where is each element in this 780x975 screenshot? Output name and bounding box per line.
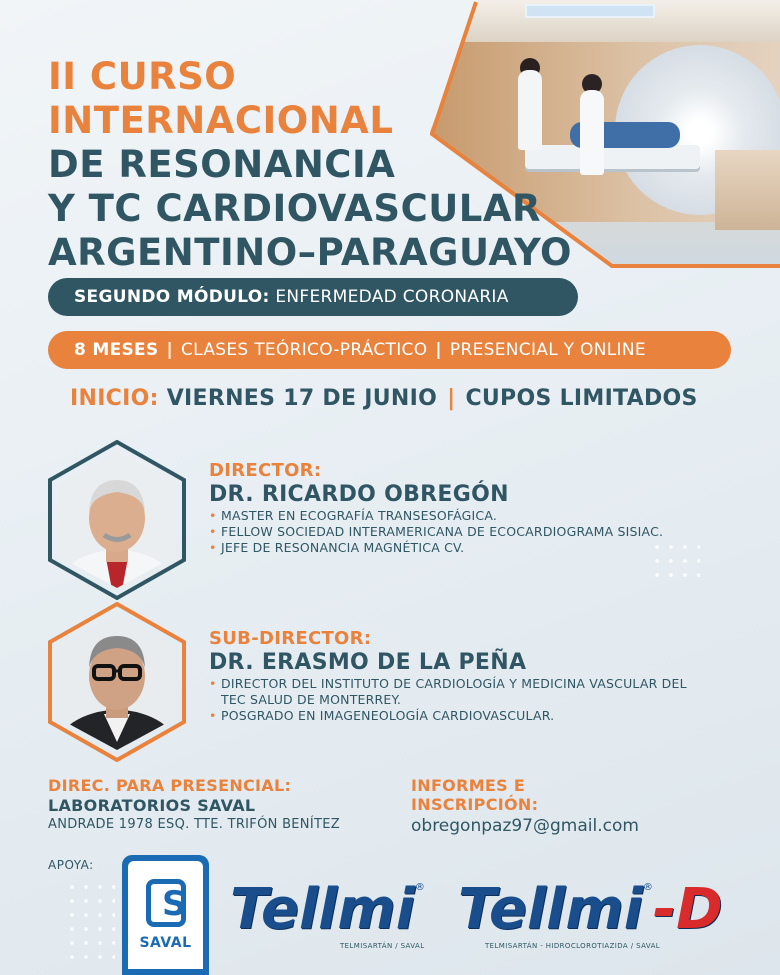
mode-text: PRESENCIAL Y ONLINE xyxy=(449,340,646,360)
credential-item: • DIRECTOR DEL INSTITUTO DE CARDIOLOGÍA Y MEDICINA VASCULAR DEL TEC SALUD DE MONTERREY. xyxy=(209,676,699,708)
subdirector-role: SUB-DIRECTOR: xyxy=(209,628,372,649)
title-line-2: INTERNACIONAL xyxy=(48,99,394,142)
subdirector-portrait xyxy=(46,602,188,762)
venue-address: ANDRADE 1978 ESQ. TTE. TRIFÓN BENÍTEZ xyxy=(48,817,340,832)
saval-logo xyxy=(122,855,209,975)
saval-logo-text: SAVAL xyxy=(139,935,192,951)
registered-mark: ® xyxy=(414,882,425,893)
contact-label: INFORMES E INSCRIPCIÓN: xyxy=(411,776,539,814)
sponsors-label: APOYA: xyxy=(48,858,94,872)
title-line-4: Y TC CARDIOVASCULAR xyxy=(48,187,541,230)
course-info-banner xyxy=(48,331,731,369)
saval-logo-mark xyxy=(146,879,186,927)
separator: | xyxy=(166,340,173,360)
dot-pattern xyxy=(65,880,115,960)
saval-s-icon: S xyxy=(162,884,187,924)
separator: | xyxy=(447,386,456,411)
director-name: DR. RICARDO OBREGÓN xyxy=(209,482,509,507)
credential-item: • POSGRADO EN IMAGENEOLOGÍA CARDIOVASCULAR. xyxy=(209,708,699,724)
module-label: SEGUNDO MÓDULO: xyxy=(74,287,270,307)
module-banner xyxy=(48,278,578,316)
tellmi-brand: Tellmi xyxy=(230,877,415,942)
start-label: INICIO: xyxy=(70,386,159,411)
director-role: DIRECTOR: xyxy=(209,460,322,481)
tellmi-d-suffix: -D xyxy=(652,877,723,942)
tellmi-d-logo xyxy=(458,877,723,942)
title-line-3: DE RESONANCIA xyxy=(48,143,396,186)
title-line-5: ARGENTINO–PARAGUAYO xyxy=(48,231,572,274)
subdirector-credentials xyxy=(209,676,699,724)
limited-spots-note: CUPOS LIMITADOS xyxy=(465,386,698,411)
classes-text: CLASES TEÓRICO-PRÁCTICO xyxy=(181,340,428,360)
tellmi-d-brand: Tellmi xyxy=(458,877,643,942)
duration-text: 8 MESES xyxy=(74,340,159,360)
dot-pattern xyxy=(650,540,700,580)
tellmi-logo xyxy=(230,877,425,942)
subdirector-name: DR. ERASMO DE LA PEÑA xyxy=(209,650,527,675)
credential-item: • FELLOW SOCIEDAD INTERAMERICANA DE ECOCARDIOGRAMA SISIAC. xyxy=(209,524,729,540)
registered-mark: ® xyxy=(642,882,653,893)
venue-name: LABORATORIOS SAVAL xyxy=(48,796,256,815)
credential-item: • MASTER EN ECOGRAFÍA TRANSESOFÁGICA. xyxy=(209,508,729,524)
separator: | xyxy=(435,340,442,360)
credential-item: • JEFE DE RESONANCIA MAGNÉTICA CV. xyxy=(209,540,729,556)
start-line xyxy=(70,386,698,411)
director-portrait xyxy=(46,440,188,600)
title-line-1: II CURSO xyxy=(48,55,237,98)
module-value: ENFERMEDAD CORONARIA xyxy=(275,287,509,307)
start-date: VIERNES 17 DE JUNIO xyxy=(166,386,438,411)
contact-email[interactable]: obregonpaz97@gmail.com xyxy=(411,816,639,836)
tellmi-d-subtitle: TELMISARTÁN - HIDROCLOROTIAZIDA / SAVAL xyxy=(485,942,661,950)
venue-label: DIREC. PARA PRESENCIAL: xyxy=(48,776,292,795)
tellmi-subtitle: TELMISARTÁN / SAVAL xyxy=(340,942,425,950)
